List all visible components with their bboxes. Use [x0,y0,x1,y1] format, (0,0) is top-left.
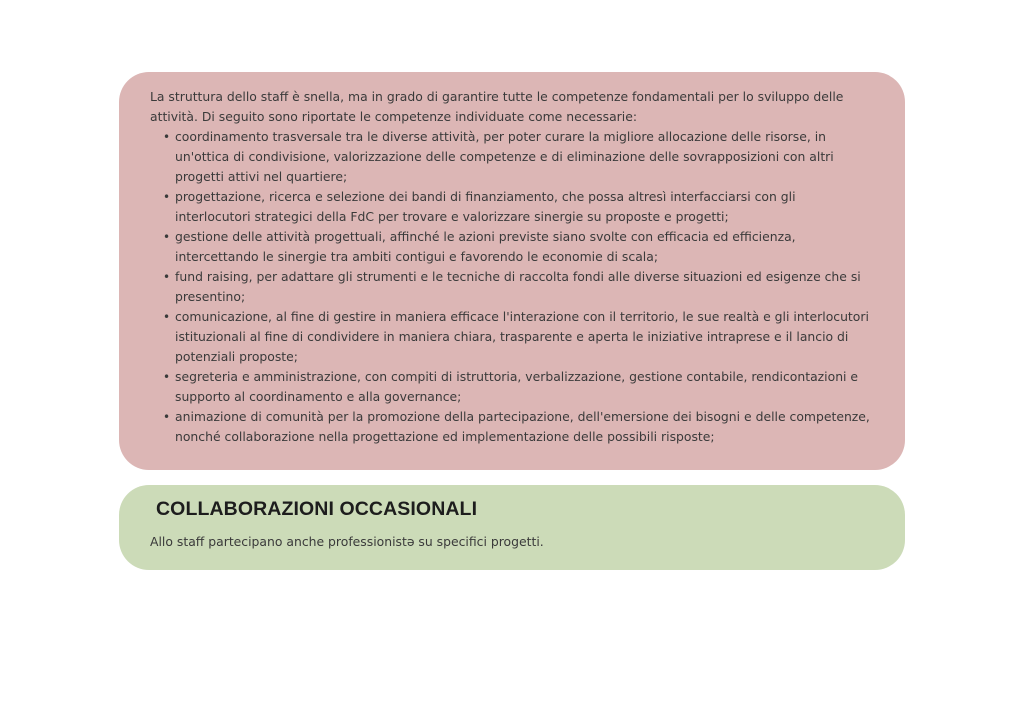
list-item [163,307,875,367]
competences-list [150,127,875,447]
bullet-icon: • [163,190,171,204]
bullet-icon: • [163,410,171,424]
list-item [163,187,875,227]
staff-competences-card [119,72,905,470]
list-item-text: comunicazione, al fine di gestire in maniera efficace l'interazione con il territorio, le sue realtà e gli interlocutori istituzionali al fine di condividere in maniera chiara, trasparente e aperta le iniziative intraprese e il lancio di potenziali proposte; [175,309,869,364]
bullet-icon: • [163,270,171,284]
staff-intro-paragraph: La struttura dello staff è snella, ma in grado di garantire tutte le competenze fondamentali per lo sviluppo delle attività. Di seguito sono riportate le competenze individuate come necessarie: [150,89,844,124]
bullet-icon: • [163,310,171,324]
bullet-icon: • [163,370,171,384]
collaborazioni-card [119,485,905,570]
list-item-text: coordinamento trasversale tra le diverse attività, per poter curare la migliore allocazione delle risorse, in un'ottica di condivisione, valorizzazione delle competenze e di eliminazione delle sovrapposizioni con altri progetti attivi nel quartiere; [175,129,834,184]
list-item [163,267,875,307]
collaborazioni-title: COLLABORAZIONI OCCASIONALI [156,498,478,520]
list-item [163,127,875,187]
bullet-icon: • [163,130,171,144]
list-item-text: fund raising, per adattare gli strumenti e le tecniche di raccolta fondi alle diverse situazioni ed esigenze che si presentino; [175,269,861,304]
list-item [163,367,875,407]
list-item [163,407,875,447]
list-item-text: segreteria e amministrazione, con compiti di istruttoria, verbalizzazione, gestione contabile, rendicontazioni e supporto al coordinamento e alla governance; [175,369,859,404]
collaborazioni-text: Allo staff partecipano anche professionistə su specifici progetti. [150,534,544,549]
list-item-text: gestione delle attività progettuali, affinché le azioni previste siano svolte con efficacia ed efficienza, intercettando le sinergie tra ambiti contigui e favorendo le economie di scala; [175,229,796,264]
list-item [163,227,875,267]
list-item-text: animazione di comunità per la promozione della partecipazione, dell'emersione dei bisogni e delle competenze, nonché collaborazione nella progettazione ed implementazione delle possibili risposte; [175,409,870,444]
bullet-icon: • [163,230,171,244]
list-item-text: progettazione, ricerca e selezione dei bandi di finanziamento, che possa altresì interfacciarsi con gli interlocutori strategici della FdC per trovare e valorizzare sinergie su proposte e progetti; [175,189,796,224]
